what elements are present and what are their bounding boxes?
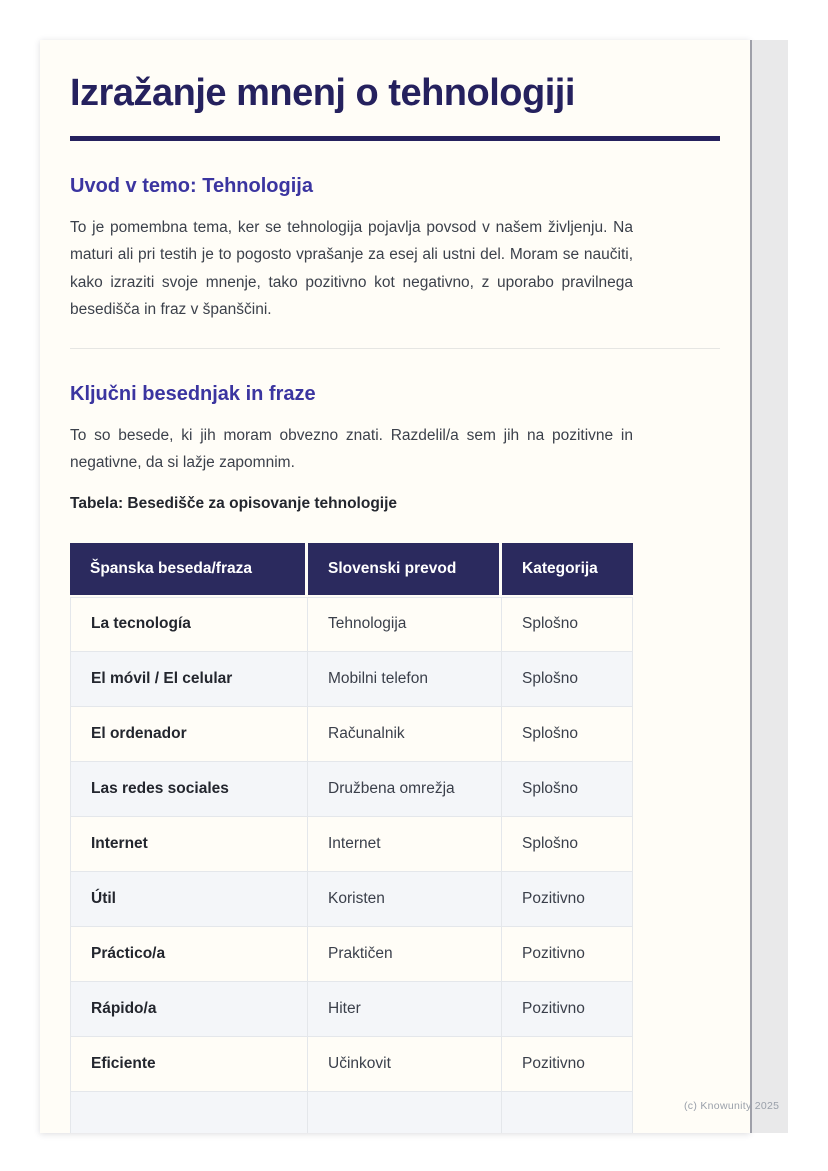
table-row <box>70 817 633 872</box>
cell-slovenian-translation <box>308 1092 502 1133</box>
section-divider <box>70 348 720 349</box>
cell-spanish-word <box>70 1092 308 1133</box>
cell-spanish-word: Rápido/a <box>70 982 308 1037</box>
column-header-spanish: Španska beseda/fraza <box>70 543 308 597</box>
cell-category: Splošno <box>502 652 633 707</box>
cell-slovenian-translation: Družbena omrežja <box>308 762 502 817</box>
table-row <box>70 872 633 927</box>
table-row <box>70 927 633 982</box>
vocab-paragraph: To so besede, ki jih moram obvezno znati. Razdelil/a sem jih na pozitivne in negativne, da si lažje zapomnim. <box>70 426 633 472</box>
vocabulary-table-body <box>70 597 633 1133</box>
table-row <box>70 1092 633 1133</box>
cell-slovenian-translation: Praktičen <box>308 927 502 982</box>
cell-slovenian-translation: Učinkovit <box>308 1037 502 1092</box>
cell-spanish-word: Las redes sociales <box>70 762 308 817</box>
cell-category: Splošno <box>502 817 633 872</box>
cell-spanish-word: Útil <box>70 872 308 927</box>
table-row <box>70 762 633 817</box>
cell-slovenian-translation: Mobilni telefon <box>308 652 502 707</box>
watermark: (c) Knowunity 2025 <box>684 1100 780 1112</box>
table-header-row <box>70 543 633 597</box>
cell-category: Pozitivno <box>502 982 633 1037</box>
scrollbar-track[interactable] <box>750 40 788 1133</box>
column-header-category: Kategorija <box>502 543 633 597</box>
table-row <box>70 982 633 1037</box>
cell-slovenian-translation: Računalnik <box>308 707 502 762</box>
cell-category: Splošno <box>502 762 633 817</box>
title-divider <box>70 136 720 141</box>
column-header-slovenian: Slovenski prevod <box>308 543 502 597</box>
cell-category: Splošno <box>502 707 633 762</box>
intro-paragraph: To je pomembna tema, ker se tehnologija pojavlja povsod v našem življenju. Na maturi ali pri testih je to pogosto vprašanje za esej ali ustni del. Moram se naučiti, kako izraziti svoje mnenje, tako pozitivno kot negativno, z uporabo pravilnega besedišča in fraz v španščini. <box>70 218 633 319</box>
vocabulary-table <box>70 543 633 1133</box>
cell-spanish-word: Internet <box>70 817 308 872</box>
cell-category: Pozitivno <box>502 872 633 927</box>
cell-category: Pozitivno <box>502 1037 633 1092</box>
cell-spanish-word: Eficiente <box>70 1037 308 1092</box>
cell-slovenian-translation: Hiter <box>308 982 502 1037</box>
section-vocab <box>70 383 720 513</box>
section-heading-intro: Uvod v temo: Tehnologija <box>70 174 313 197</box>
cell-spanish-word: Práctico/a <box>70 927 308 982</box>
section-heading-vocab: Ključni besednjak in fraze <box>70 382 316 405</box>
table-row <box>70 1037 633 1092</box>
cell-spanish-word: El móvil / El celular <box>70 652 308 707</box>
cell-slovenian-translation: Tehnologija <box>308 597 502 652</box>
document-page <box>40 40 750 1133</box>
cell-category: Splošno <box>502 597 633 652</box>
table-row <box>70 707 633 762</box>
table-row <box>70 652 633 707</box>
section-intro <box>70 175 720 324</box>
table-caption: Tabela: Besedišče za opisovanje tehnologije <box>70 494 398 512</box>
cell-spanish-word: El ordenador <box>70 707 308 762</box>
page-title: Izražanje mnenj o tehnologiji <box>70 72 575 114</box>
cell-slovenian-translation: Internet <box>308 817 502 872</box>
table-row <box>70 597 633 652</box>
cell-spanish-word: La tecnología <box>70 597 308 652</box>
cell-slovenian-translation: Koristen <box>308 872 502 927</box>
cell-category: Pozitivno <box>502 927 633 982</box>
cell-category <box>502 1092 633 1133</box>
